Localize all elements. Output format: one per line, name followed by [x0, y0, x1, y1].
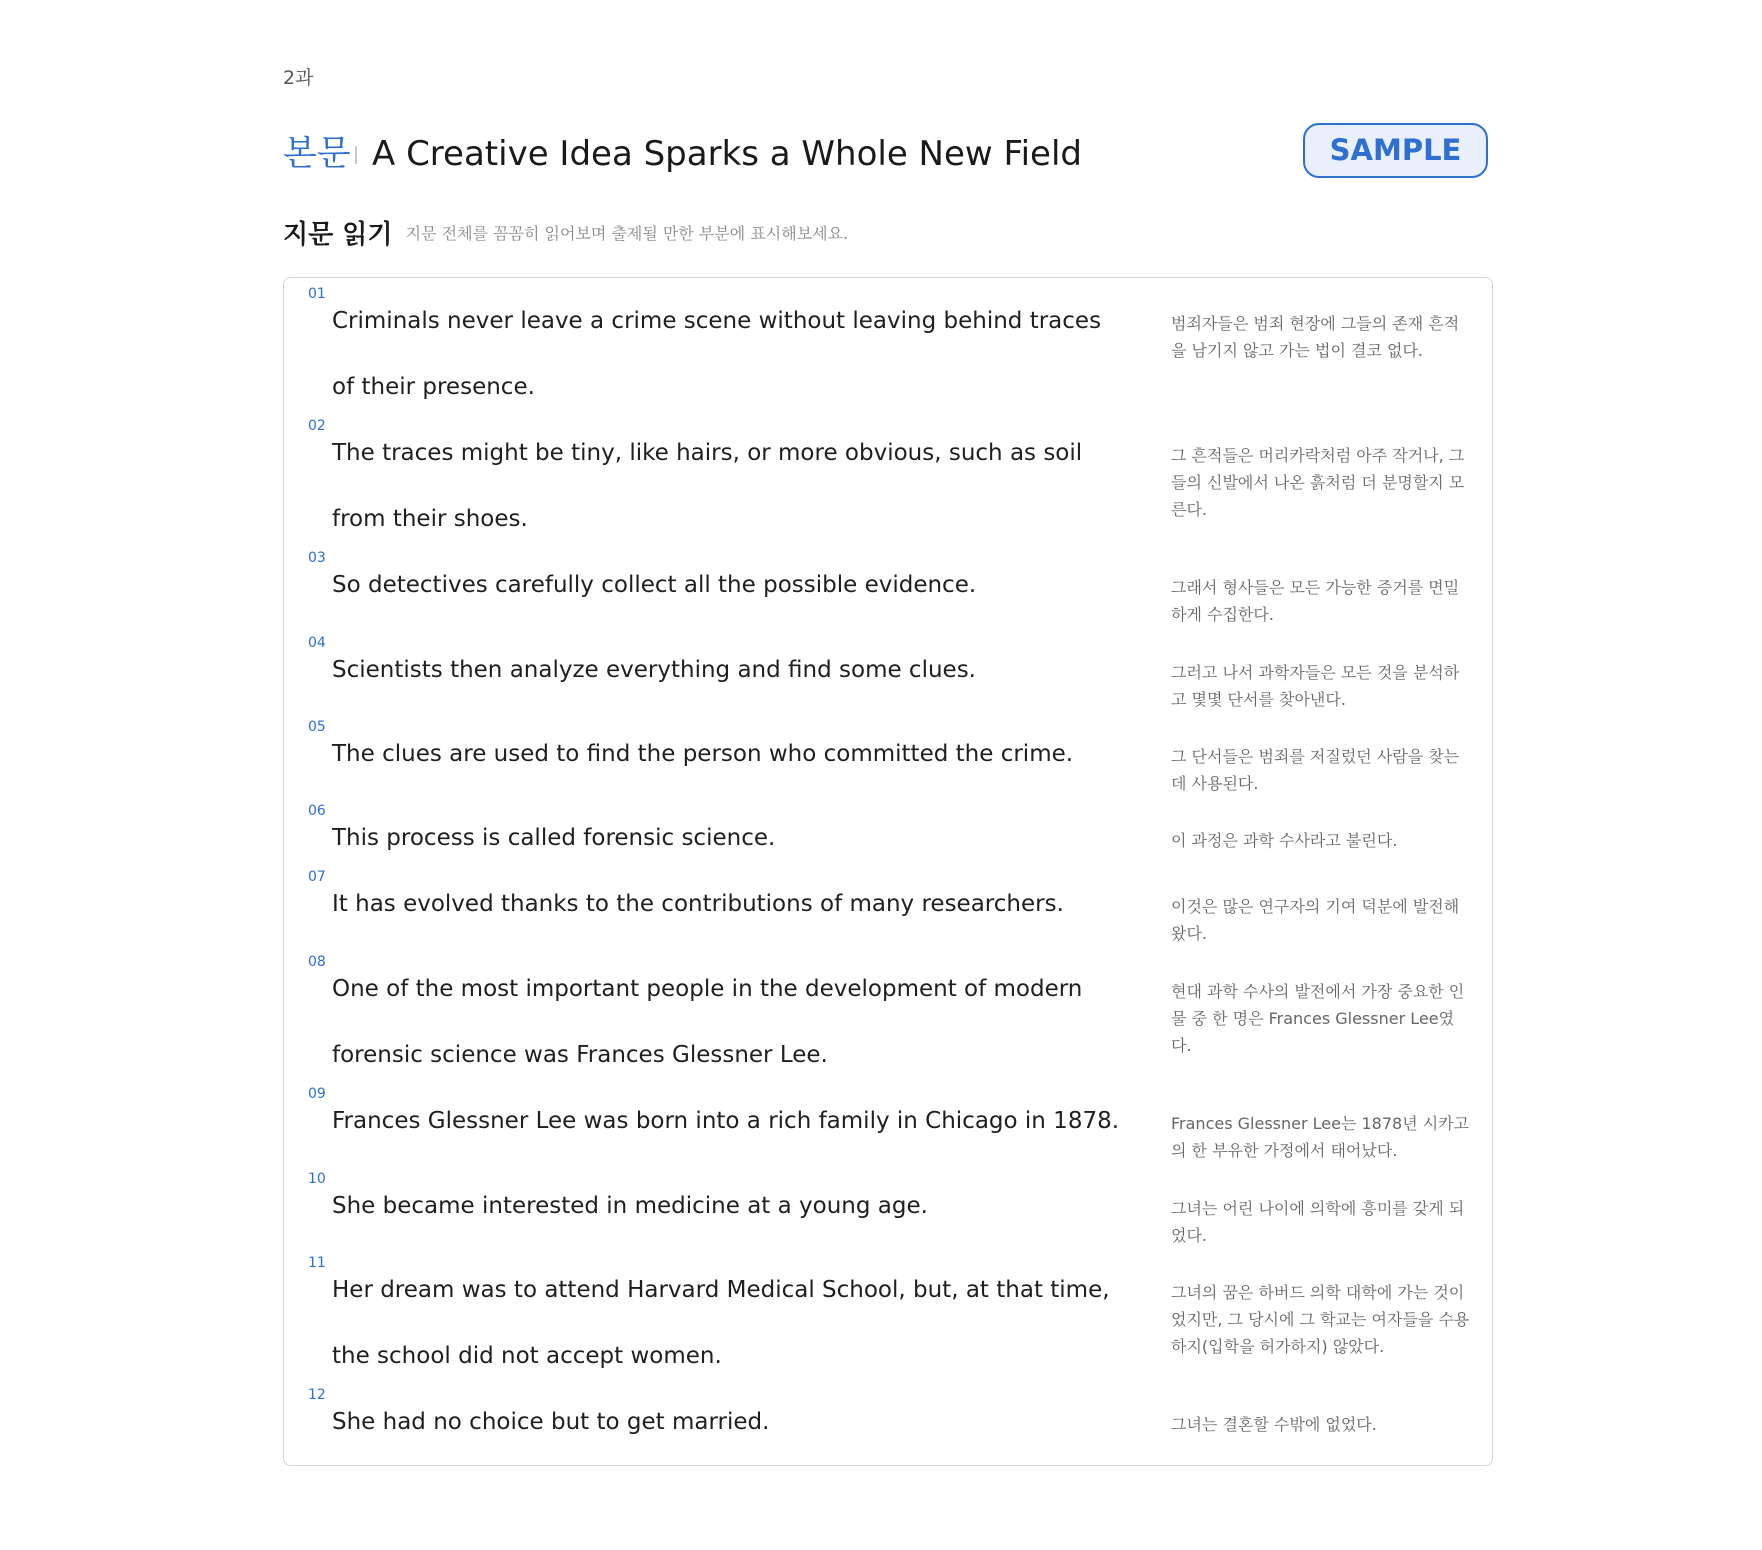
sentence-english: The traces might be tiny, like hairs, or more obvious, such as soil from their shoes.	[332, 440, 1083, 532]
sentence-korean: 그녀의 꿈은 하버드 의학 대학에 가는 것이었지만, 그 당시에 그 학교는 여자들을 수용하지(입학을 허가하지) 않았다.	[1171, 1283, 1470, 1356]
sentence-number: 04	[308, 635, 326, 651]
sentence-number: 10	[308, 1171, 326, 1187]
sentence-english: It has evolved thanks to the contributions of many researchers.	[332, 891, 1064, 917]
sentence-korean: 그녀는 결혼할 수밖에 없었다.	[1171, 1415, 1377, 1434]
sentence-korean: 그 흔적들은 머리카락처럼 아주 작거나, 그들의 신발에서 나온 흙처럼 더 분명할지 모른다.	[1171, 446, 1465, 519]
sentence-english: So detectives carefully collect all the possible evidence.	[332, 572, 977, 598]
sentence-number: 11	[308, 1255, 326, 1271]
sentence-english: Frances Glessner Lee was born into a rich family in Chicago in 1878.	[332, 1108, 1120, 1134]
sentence-english: Criminals never leave a crime scene without leaving behind traces of their presence.	[332, 308, 1102, 400]
sentence-english: Scientists then analyze everything and find some clues.	[332, 657, 976, 683]
sentence-number: 01	[308, 286, 326, 302]
sentence-korean: 그 단서들은 범죄를 저질렀던 사람을 찾는 데 사용된다.	[1171, 747, 1460, 793]
sentence-english: This process is called forensic science.	[332, 825, 776, 851]
sentence-korean: 그러고 나서 과학자들은 모든 것을 분석하고 몇몇 단서를 찾아낸다.	[1171, 663, 1460, 709]
sentence-english: The clues are used to find the person who committed the crime.	[332, 741, 1074, 767]
sentence-korean: 그녀는 어린 나이에 의학에 흥미를 갖게 되었다.	[1171, 1199, 1465, 1245]
sentence-number: 07	[308, 869, 326, 885]
reading-header	[283, 214, 848, 250]
title-row	[283, 90, 1493, 176]
sentence-english: She had no choice but to get married.	[332, 1409, 770, 1435]
sentence-english: One of the most important people in the development of modern forensic science was Frances Glessner Lee.	[332, 976, 1083, 1068]
reading-hint: 지문 전체를 꼼꼼히 읽어보며 출제될 만한 부분에 표시해보세요.	[405, 224, 849, 243]
sentence-number: 02	[308, 418, 326, 434]
sentence-korean: 그래서 형사들은 모든 가능한 증거를 면밀하게 수집한다.	[1171, 578, 1460, 624]
sentence-korean: 이 과정은 과학 수사라고 불린다.	[1171, 831, 1398, 850]
sentence-korean: 범죄자들은 범죄 현장에 그들의 존재 흔적을 남기지 않고 가는 법이 결코 없다.	[1171, 314, 1460, 360]
sentence-korean: 이것은 많은 연구자의 기여 덕분에 발전해 왔다.	[1171, 897, 1460, 943]
sentence-number: 05	[308, 719, 326, 735]
sentence-number: 03	[308, 550, 326, 566]
sentence-korean: 현대 과학 수사의 발전에서 가장 중요한 인물 중 한 명은 Frances Glessner Lee였다.	[1171, 982, 1465, 1055]
sentence-number: 12	[308, 1387, 326, 1403]
sentence-number: 06	[308, 803, 326, 819]
sample-badge: SAMPLE	[1303, 123, 1488, 178]
lesson-number: 2과	[283, 67, 314, 89]
sentence-english: Her dream was to attend Harvard Medical School, but, at that time, the school did not accept women.	[332, 1277, 1110, 1369]
title-divider	[355, 146, 357, 164]
sentence-number: 09	[308, 1086, 326, 1102]
sentence-number: 08	[308, 954, 326, 970]
passage-card	[283, 277, 1493, 1466]
lesson-page	[283, 66, 1493, 1435]
section-label: 본문	[283, 134, 351, 174]
reading-heading: 지문 읽기	[283, 220, 393, 250]
sentence-korean: Frances Glessner Lee는 1878년 시카고의 한 부유한 가정에서 태어났다.	[1171, 1114, 1470, 1160]
page-title: A Creative Idea Sparks a Whole New Field	[372, 134, 1082, 174]
sentence-english: She became interested in medicine at a young age.	[332, 1193, 928, 1219]
